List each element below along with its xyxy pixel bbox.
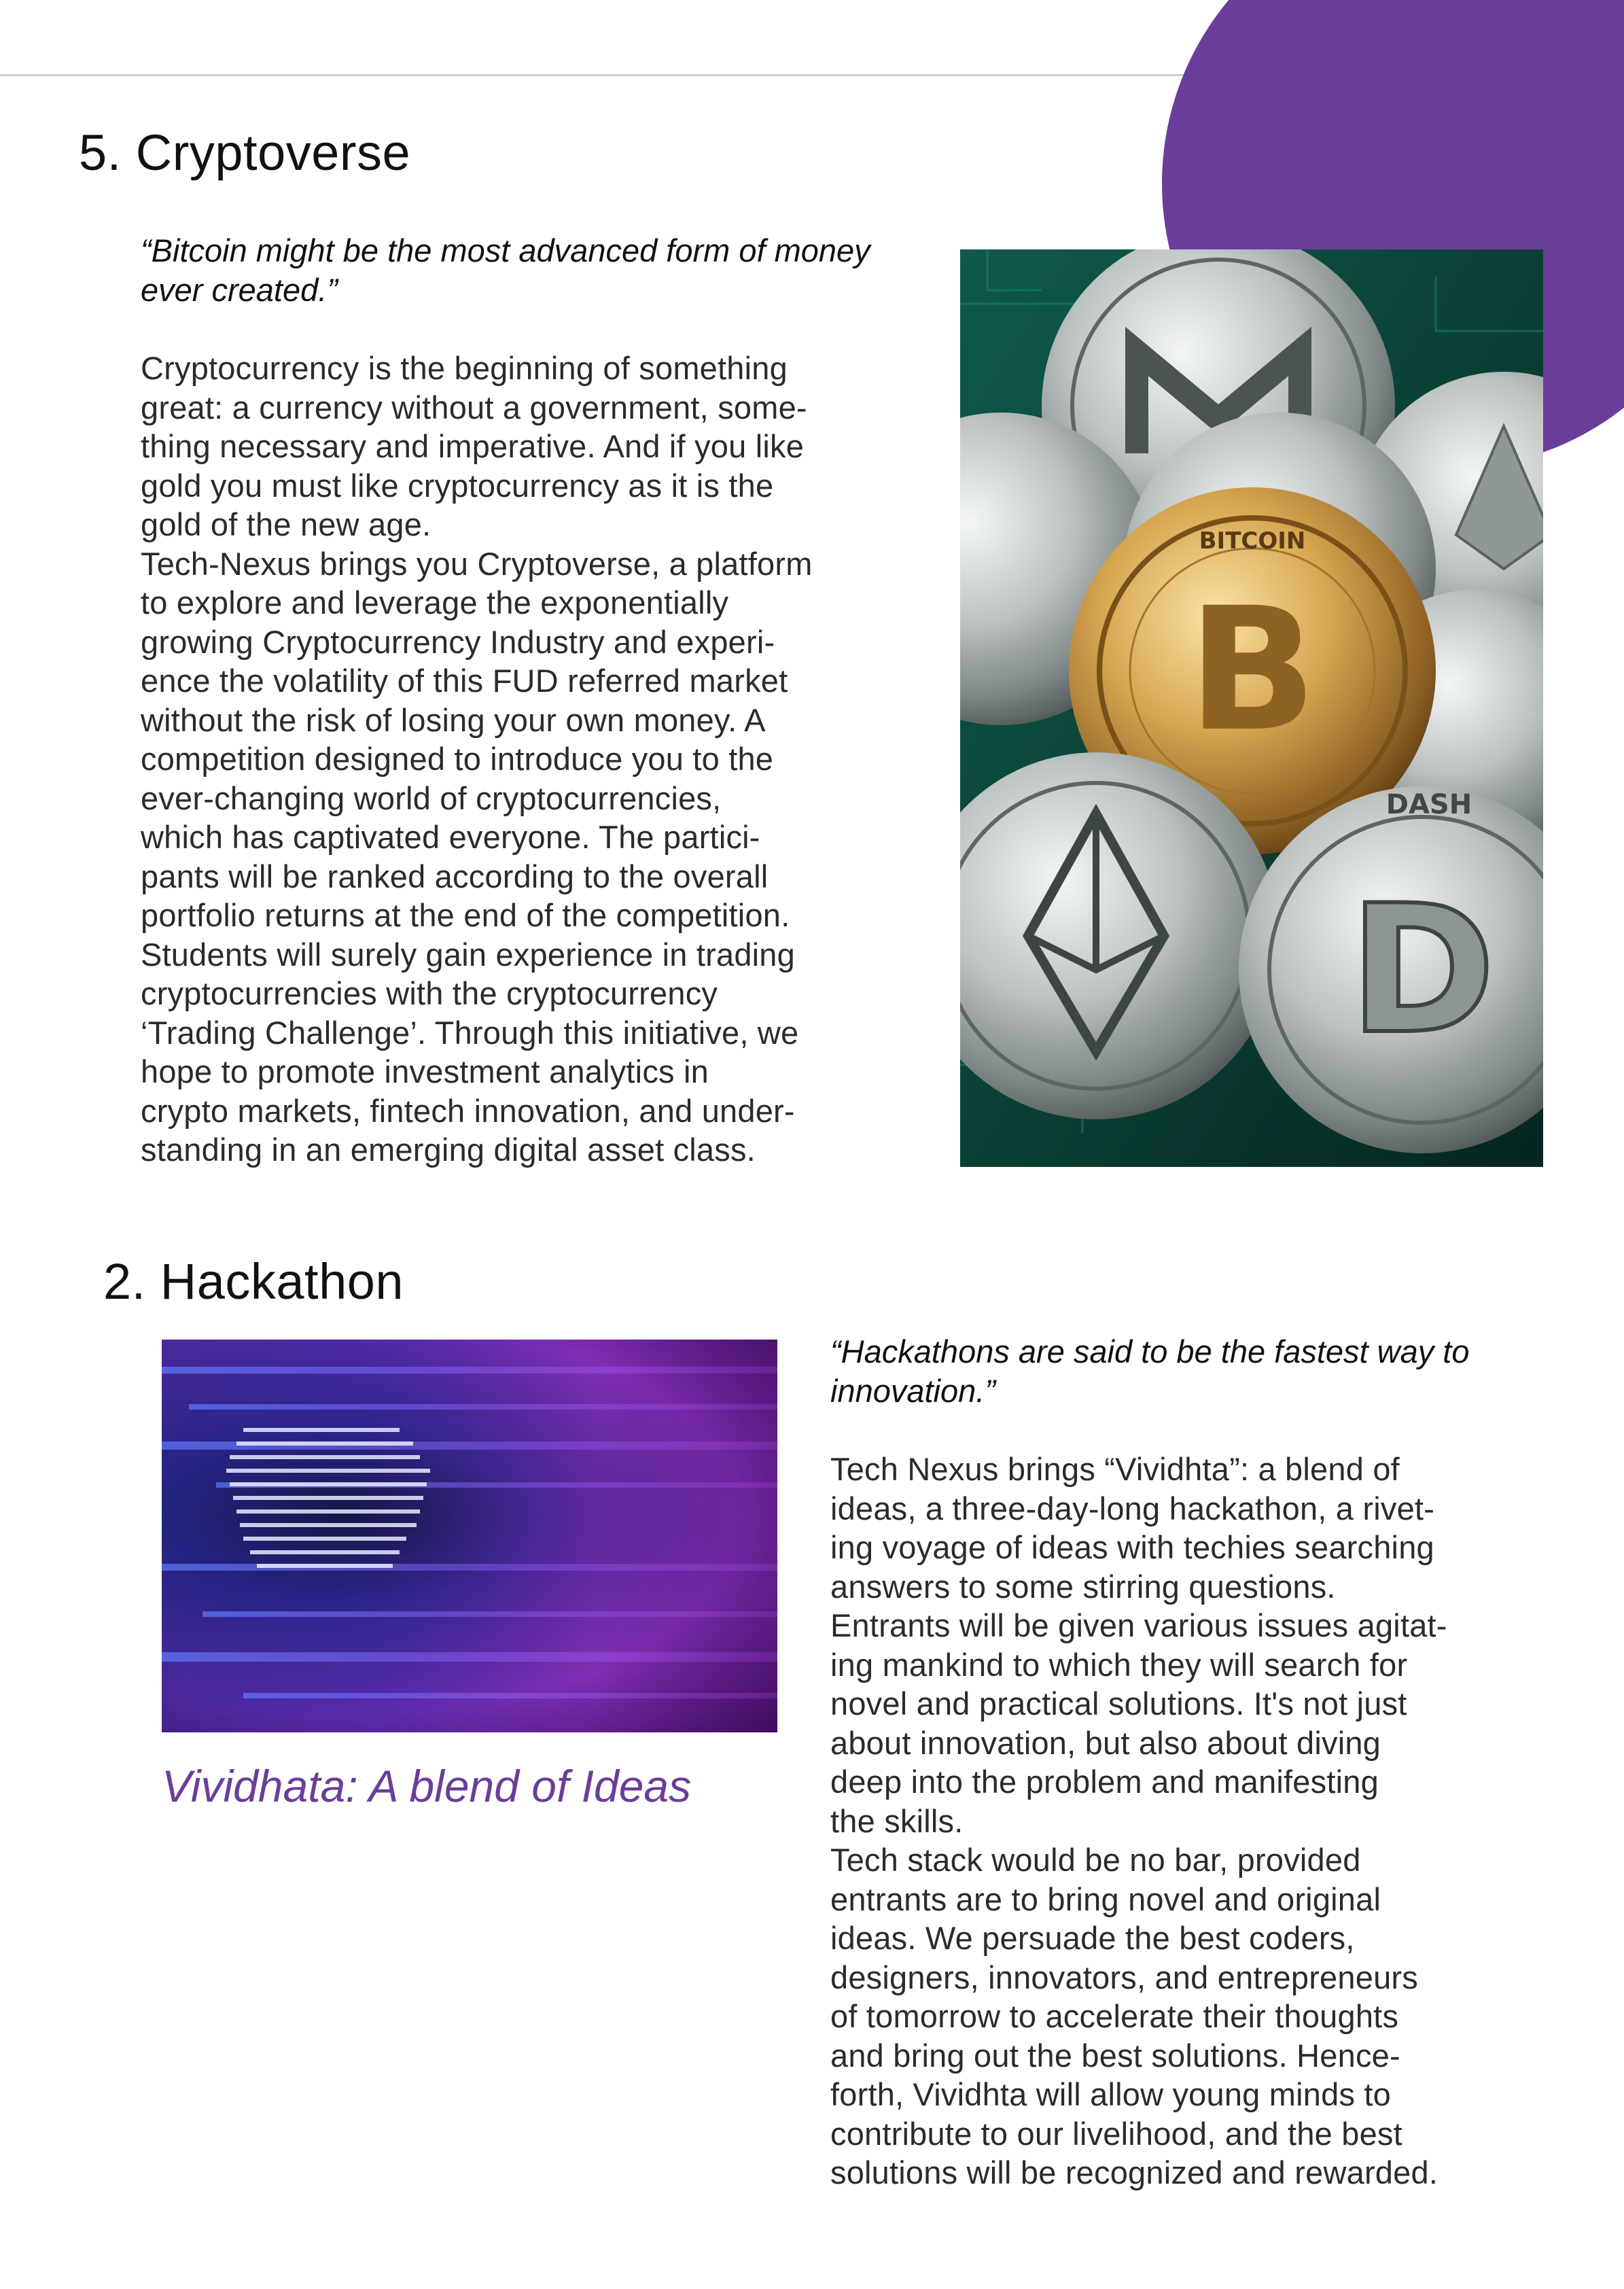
coin-dash-label: DASH [1385, 789, 1472, 820]
coin-bitcoin-symbol: B [1187, 571, 1318, 769]
cryptoverse-heading: 5. Cryptoverse [79, 124, 411, 181]
hackathon-heading: 2. Hackathon [103, 1253, 404, 1310]
hackathon-body: Tech Nexus brings “Vividhta”: a blend of ideas, a three-day-long hackathon, a rivet- ing voyage of ideas with techies searching answers to some stirring questions. Entrants will be given various issues agitat- ing mankind to which they will search for novel and practical solutions. It's not just about innovation, but also about diving deep into the problem and manifesting the skills. Tech stack would be no bar, provided entrants are to bring novel and original ideas. We persuade the best coders, designers, innovators, and entrepreneurs of tomorrow to accelerate their thoughts and bring out the best solutions. Hence- forth, Vividhta will allow young minds to contribute to our livelihood, and the best solutions will be recognized and rewarded. [830, 1451, 1447, 2190]
hackathon-caption: Vividhata: A blend of Ideas [162, 1761, 692, 1811]
coin-bitcoin-label: BITCOIN [1199, 527, 1306, 555]
cryptoverse-quote: “Bitcoin might be the most advanced form of money ever created.” [141, 232, 870, 308]
cryptoverse-body: Cryptocurrency is the beginning of something great: a currency without a government, some- thing necessary and imperative. And if you like gold you must like cryptocurrency as it is the gold of the new age. Tech-Nexus brings you Cryptoverse, a platform to explore and leverage the exponentially growing Cryptocurrency Industry and experi- ence the volatility of this FUD referred market without the risk of losing your own money. A competition designed to introduce you to the ever-changing world of cryptocurrencies, which has captivated everyone. The partici- pants will be ranked according to the overall portfolio returns at the end of the competition. Students will surely gain experience in trading cryptocurrencies with the cryptocurrency ‘Trading Challenge’. Through this initiative, we hope to promote investment analytics in crypto markets, fintech innovation, and under- standing in an emerging digital asset class. [141, 350, 813, 1168]
hackathon-quote: “Hackathons are said to be the fastest way to innovation.” [830, 1333, 1470, 1409]
crypto-coins-photo [960, 249, 1543, 1167]
code-screen-photo [162, 1340, 777, 1732]
coin-dash-symbol: D [1349, 868, 1496, 1073]
